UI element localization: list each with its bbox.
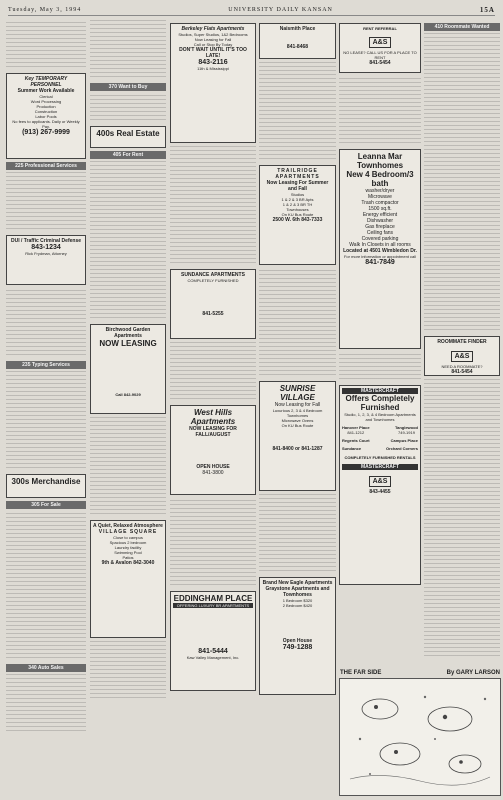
ad-headline: NOW LEASING	[99, 339, 157, 348]
ad-body	[173, 283, 253, 311]
ad-title: Leanna Mar Townhomes	[356, 152, 404, 170]
ad-item: Walk In Closets in all rooms	[349, 242, 411, 248]
ad-title: NO LEASE? CALL US FOR A PLACE TO RENT	[343, 50, 417, 60]
as-logo: A&S	[369, 37, 392, 48]
column-3	[170, 20, 256, 796]
ad-body	[262, 608, 333, 638]
ad-item: washer/dryer	[365, 188, 395, 194]
ad-phone: 841-5444	[198, 648, 228, 655]
classified-text	[6, 20, 86, 70]
ad-graystone	[259, 577, 336, 695]
column-4	[259, 20, 336, 796]
ad-item: 1 & 2 & 3 BR TH	[282, 202, 313, 207]
ad-roommate-finder	[424, 336, 500, 376]
ad-merchandise	[6, 474, 86, 498]
ad-location: Located at 4501 Wimbledon Dr.	[343, 248, 417, 254]
ad-title: 300s Merchandise	[11, 477, 81, 486]
ad-item: Clerical	[39, 94, 53, 99]
ad-item: On KU Bus Route	[281, 423, 314, 428]
section-header: 405 For Rent	[90, 151, 166, 159]
ad-phone: 841-5454	[369, 60, 391, 66]
classified-text	[424, 33, 500, 333]
ad-phone: 841-8468	[286, 44, 309, 50]
ad-sunrise-village	[259, 381, 336, 491]
ad-manager: Kaw Valley Management, Inc.	[186, 655, 240, 660]
section-header: 410 Roommate Wanted	[424, 23, 500, 31]
ad-sub: COMPLETELY FURNISHED	[187, 278, 239, 283]
page-number: 15A	[479, 5, 495, 14]
ad-logo: Key TEMPORARY PERSONNEL	[24, 76, 68, 88]
ad-body	[173, 438, 253, 464]
ad-item: Microwave	[368, 194, 392, 200]
classified-text	[339, 352, 421, 382]
classified-text	[259, 268, 336, 378]
ad-name: TRAILRIDGE APARTMENTS	[275, 168, 320, 180]
mastercraft-logo: MASTERCRAFT	[342, 464, 418, 470]
place-name: Hanover Place	[342, 425, 370, 430]
ad-phone: 841-5454	[451, 369, 473, 375]
ad-title: Brand New Eagle Apartments	[262, 580, 333, 586]
ad-rent-referral	[339, 23, 421, 73]
ad-sub: New 4 Bedroom/3 bath	[346, 170, 414, 188]
cartoon-illustration	[340, 679, 500, 795]
ad-title: Naismith Place	[279, 26, 316, 32]
place-name: Regents Court	[342, 438, 370, 443]
place-name: Tanglewood	[394, 425, 418, 430]
classified-text	[259, 62, 336, 162]
place-phone: 749-1919	[398, 430, 415, 435]
ad-item: Word Processing	[30, 99, 62, 104]
place-name: Orchard Corners	[385, 446, 418, 451]
ad-naismith	[259, 23, 336, 59]
ad-body	[95, 350, 161, 390]
cartoon-byline: By GARY LARSON	[446, 670, 500, 676]
ad-phone: (913) 267-9999	[22, 129, 70, 136]
ad-berkeley-flats	[170, 23, 256, 143]
ad-title: Berkeley Flats Apartments	[181, 26, 245, 32]
classified-text	[90, 641, 166, 701]
ad-phone: 843-2116	[198, 59, 228, 66]
as-logo: A&S	[369, 476, 392, 487]
ad-phone: 841-8400 or 841-1287	[272, 446, 323, 452]
ad-title: DUI / Traffic Criminal Defense	[10, 238, 82, 244]
ad-title: A Quiet, Relaxed Atmosphere	[93, 523, 163, 529]
ad-item: On KU Bus Route	[281, 212, 314, 217]
ad-item: Energy efficient	[362, 212, 398, 218]
ad-trailridge	[259, 165, 336, 265]
ad-phone: 843-1234	[31, 244, 61, 251]
ad-birchwood	[90, 324, 166, 414]
place-name: Sundance	[342, 446, 362, 451]
ad-line: Call or Stop By Today	[193, 42, 233, 47]
ad-item: Studios	[290, 192, 305, 197]
ad-item: Ceiling fans	[366, 230, 394, 236]
classified-text	[90, 93, 166, 123]
ad-eddingham	[170, 591, 256, 691]
column-1	[6, 20, 86, 796]
ad-item: Close to campus	[113, 535, 143, 540]
ad-west-hills	[170, 405, 256, 495]
classified-text	[6, 172, 86, 232]
ad-headline: Offers Completely Furnished	[345, 394, 415, 412]
ad-item: Gas fireplace	[365, 224, 395, 230]
ad-info: For more information or appointment call	[343, 254, 417, 259]
ad-section: ROOMMATE FINDER	[437, 339, 487, 345]
ad-open-house: OPEN HOUSE	[196, 464, 230, 470]
ad-headline: Summer Work Available	[17, 88, 75, 94]
ad-item: 2 Bedroom $420	[282, 603, 313, 608]
ad-name: Graystone Apartments and Townhomes	[265, 586, 330, 598]
section-header: 340 Auto Sales	[6, 664, 86, 672]
far-side-cartoon	[339, 670, 501, 796]
ad-phone: 841-3800	[202, 470, 224, 476]
ad-phone: Call 842-9029	[115, 392, 141, 397]
classified-text	[170, 498, 256, 588]
classified-text	[170, 146, 256, 266]
classified-text	[6, 674, 86, 734]
ad-name: West Hills Apartments	[190, 408, 236, 426]
section-header: 225 Professional Services	[6, 162, 86, 170]
classified-text	[90, 161, 166, 321]
ad-item: Luxurious 2, 3 & 4 Bedroom Townhomes	[272, 408, 323, 418]
ad-dui	[6, 235, 86, 285]
ad-footer: COMPLETELY FURNISHED RENTALS	[344, 455, 416, 460]
ad-village-square	[90, 520, 166, 638]
ad-title: 400s Real Estate	[96, 129, 160, 138]
ad-item: Covered parking	[361, 236, 399, 242]
ad-sundance	[170, 269, 256, 339]
column-2	[90, 20, 166, 796]
ad-name: Birchwood Garden Apartments	[105, 327, 151, 339]
ad-item: Laundry facility	[114, 545, 142, 550]
ad-item: Townhouses	[286, 207, 309, 212]
classified-text	[6, 371, 86, 471]
classified-text	[6, 511, 86, 661]
ad-phone: 9th & Avalon 842-3040	[101, 560, 155, 566]
mastercraft-logo: MASTERCRAFT	[342, 388, 418, 394]
ad-item: Labor Pools	[35, 114, 57, 119]
ad-item: Swimming Pool	[114, 550, 142, 555]
ad-sub: Now Leasing for Fall	[274, 402, 321, 408]
ad-headline: Now Leasing For Summer and Fall	[266, 180, 329, 192]
ad-note: No fees to applicants. Daily or Weekly Pay.	[12, 119, 80, 129]
masthead-date: Tuesday, May 3, 1994	[8, 6, 82, 13]
classified-text	[90, 417, 166, 517]
ad-item: Trash compactor	[361, 200, 399, 206]
classified-text	[424, 379, 500, 659]
ad-item: Construction	[34, 109, 58, 114]
ad-phone: 841-7849	[365, 259, 395, 266]
place-name: Campus Place	[390, 438, 418, 443]
ad-phone: 749-1288	[282, 644, 313, 651]
ad-body	[173, 608, 253, 648]
ad-address: 11th & Mississippi	[197, 66, 229, 71]
ad-section: RENT REFERRAL	[363, 26, 397, 31]
cartoon-title: THE FAR SIDE	[340, 670, 382, 676]
masthead-paper: UNIVERSITY DAILY KANSAN	[228, 6, 333, 13]
column-6	[424, 20, 500, 670]
ad-item: 1 Bedroom $320	[282, 598, 313, 603]
ad-leanna-mar	[339, 149, 421, 349]
ad-item: Dishwasher	[366, 218, 394, 224]
ad-phone: 841-5255	[202, 311, 224, 317]
section-header: 305 For Sale	[6, 501, 86, 509]
ad-body	[262, 32, 333, 44]
ad-sub: Studio, 1, 2, 3, & 4 Bedroom Apartments and Townhomes	[344, 412, 416, 422]
section-header: 235 Typing Services	[6, 361, 86, 369]
classified-text	[339, 76, 421, 146]
classified-text	[90, 20, 166, 80]
ad-sub: NEED A ROOMMATE?	[441, 364, 483, 369]
ad-name: Rick Frydman, Attorney	[25, 251, 67, 256]
ad-title: SUNDANCE APARTMENTS	[181, 272, 245, 278]
ad-item: Production	[36, 104, 56, 109]
section-header: 370 Want to Buy	[90, 83, 166, 91]
ad-item: 1500 sq.ft.	[368, 206, 392, 212]
ad-key-temporary	[6, 73, 86, 159]
masthead	[8, 4, 495, 16]
ad-phone: 2500 W. 6th 843-7333	[272, 217, 323, 223]
classified-text	[170, 342, 256, 402]
ad-real-estate	[90, 126, 166, 148]
ad-open-house: Open House	[282, 638, 313, 644]
ad-line: Now Leasing for Fall	[194, 37, 232, 42]
ad-body	[262, 428, 333, 446]
as-logo: A&S	[451, 351, 474, 362]
ad-mastercraft	[339, 385, 421, 585]
ad-name: SUNRISE VILLAGE	[279, 384, 316, 402]
classified-text	[259, 494, 336, 574]
ad-item: Microwave Ovens	[281, 418, 314, 423]
ad-headline: NOW LEASING FOR FALL/AUGUST	[189, 426, 237, 438]
ad-line: Studios, Super Studios, 1&2 Bedrooms	[178, 32, 248, 37]
ad-item: Patios	[122, 555, 134, 560]
ad-sub: OFFERING LUXURY BR APARTMENTS	[173, 603, 253, 608]
ad-line: DON'T WAIT UNTIL IT'S TOO LATE!	[179, 47, 247, 59]
classified-text	[6, 288, 86, 358]
place-phone: 841-1212	[347, 430, 365, 435]
ad-item: Spacious 2 bedroom	[109, 540, 147, 545]
ad-item: 1 & 2 & 3 BR Apts	[281, 197, 314, 202]
ad-name: VILLAGE SQUARE	[98, 529, 158, 535]
ad-name: EDDINGHAM PLACE	[173, 594, 253, 603]
ad-phone: 843-4455	[369, 489, 391, 495]
